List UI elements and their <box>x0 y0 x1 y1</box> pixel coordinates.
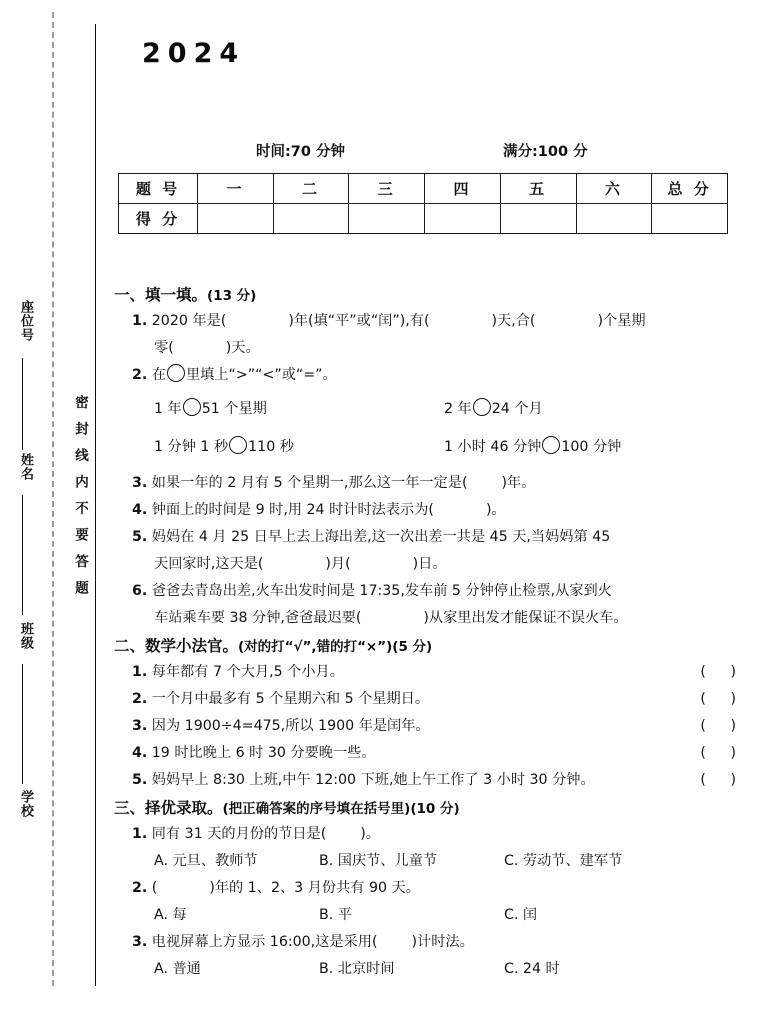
compare-item-4 <box>444 432 621 462</box>
question-1-2-stem-a: 在 <box>151 367 166 383</box>
compare-row-2 <box>114 432 760 462</box>
question-3-3-stem-a: 电视屏幕上方显示 16:00,这是采用( <box>151 934 378 950</box>
score-cell-1[interactable] <box>198 204 274 234</box>
score-cell-total[interactable] <box>652 204 728 234</box>
question-2-4-text: 19 时比晚上 6 时 30 分要晚一些。 <box>151 745 376 761</box>
score-col-6: 六 <box>576 174 652 204</box>
question-3-2 <box>114 875 760 901</box>
page-title-year: 2024 <box>142 38 246 69</box>
compare-2-left: 2 年 <box>444 401 472 417</box>
section-2-points: (对的打“√”,错的打“×”)(5 分) <box>238 639 433 655</box>
question-2-1-text: 每年都有 7 个大月,5 个小月。 <box>151 664 344 680</box>
question-1-1-part-b: )年(填“平”或“闰”),有( <box>288 313 430 329</box>
question-2-3-text: 因为 1900÷4=475,所以 1900 年是闰年。 <box>151 718 430 734</box>
compare-item-2 <box>444 394 543 424</box>
question-1-3-part-a: 如果一年的 2 月有 5 个星期一,那么这一年一定是( <box>151 475 468 491</box>
question-1-5 <box>114 524 760 550</box>
question-3-2-stem-b: )年的 1、2、3 月份共有 90 天。 <box>209 880 420 896</box>
seal-warning-text: 密封线内不要答题 <box>72 395 88 607</box>
question-1-2 <box>114 362 760 388</box>
score-col-4: 四 <box>425 174 501 204</box>
margin-field-class: 班级 <box>18 622 33 650</box>
question-3-3-stem-b: )计时法。 <box>411 934 474 950</box>
margin-rule-2 <box>22 495 23 615</box>
question-1-1-part-d: )个星期 <box>597 313 646 329</box>
question-2-4-number: 4. <box>132 745 148 761</box>
answer-paren[interactable]: ( ) <box>700 691 746 707</box>
answer-paren[interactable]: ( ) <box>700 745 746 761</box>
question-3-2-options <box>114 902 760 929</box>
exam-sheet <box>100 0 768 1024</box>
score-cell-6[interactable] <box>576 204 652 234</box>
question-1-6-part-a: 车站乘车要 38 分钟,爸爸最迟要( <box>154 610 362 626</box>
question-1-5-part-a: 天回家时,这天是( <box>154 556 264 572</box>
question-3-3-number: 3. <box>132 934 148 950</box>
score-table-row-label-score: 得 分 <box>119 204 198 234</box>
score-summary-table <box>118 173 728 234</box>
score-cell-5[interactable] <box>500 204 576 234</box>
solid-seal-line <box>95 24 96 986</box>
question-2-3 <box>114 713 760 739</box>
question-1-4-number: 4. <box>132 502 148 518</box>
score-cell-2[interactable] <box>273 204 349 234</box>
compare-1-left: 1 年 <box>154 401 182 417</box>
question-1-1-part-f: )天。 <box>225 340 260 356</box>
option-b[interactable]: B. 平 <box>319 907 352 923</box>
question-1-5-line2 <box>114 551 760 577</box>
question-1-3-part-b: )年。 <box>501 475 536 491</box>
question-2-2 <box>114 686 760 712</box>
section-1-title: 一、填一填。 <box>114 286 208 304</box>
option-b[interactable]: B. 北京时间 <box>319 961 395 977</box>
question-3-1 <box>114 821 760 847</box>
question-1-5-part-b: )月( <box>325 556 351 572</box>
question-1-5-line1: 妈妈在 4 月 25 日早上去上海出差,这一次出差一共是 45 天,当妈妈第 45 <box>151 529 611 545</box>
question-3-1-options <box>114 848 760 875</box>
table-row-question-numbers <box>119 174 728 204</box>
questions-content <box>114 283 760 983</box>
question-2-5-text: 妈妈早上 8:30 上班,中午 12:00 下班,她上午工作了 3 小时 30 分钟。 <box>151 772 595 788</box>
question-1-1-part-c: )天,合( <box>491 313 536 329</box>
margin-rule-3 <box>22 664 23 784</box>
section-3-points: (把正确答案的序号填在括号里)(10 分) <box>222 801 460 817</box>
answer-paren[interactable]: ( ) <box>700 718 746 734</box>
question-1-1-line2 <box>114 335 760 361</box>
option-c[interactable]: C. 24 时 <box>504 961 560 977</box>
question-2-2-text: 一个月中最多有 5 个星期六和 5 个星期日。 <box>151 691 430 707</box>
question-1-1 <box>114 308 760 334</box>
question-2-2-number: 2. <box>132 691 148 707</box>
exam-full-marks: 满分:100 分 <box>503 144 588 160</box>
question-1-6-part-b: )从家里出发才能保证不误火车。 <box>423 610 628 626</box>
question-1-4 <box>114 497 760 523</box>
question-2-5 <box>114 767 760 793</box>
margin-rule-1 <box>22 358 23 450</box>
question-2-3-number: 3. <box>132 718 148 734</box>
question-1-5-part-c: )日。 <box>412 556 447 572</box>
section-heading-2 <box>114 634 760 656</box>
exam-time-limit: 时间:70 分钟 <box>256 144 346 160</box>
score-col-2: 二 <box>273 174 349 204</box>
score-col-1: 一 <box>198 174 274 204</box>
score-col-5: 五 <box>500 174 576 204</box>
question-3-3 <box>114 929 760 955</box>
margin-field-name: 姓名 <box>18 453 33 481</box>
option-a[interactable]: A. 每 <box>154 907 187 923</box>
question-1-1-part-a: 2020 年是( <box>151 313 227 329</box>
option-a[interactable]: A. 元旦、教师节 <box>154 853 258 869</box>
score-cell-3[interactable] <box>349 204 425 234</box>
score-col-total: 总 分 <box>652 174 728 204</box>
circle-blank-icon[interactable] <box>167 364 185 382</box>
section-3-title: 三、择优录取。 <box>114 799 223 817</box>
question-3-2-stem-a: ( <box>151 880 158 896</box>
compare-item-3 <box>154 432 294 462</box>
score-col-3: 三 <box>349 174 425 204</box>
compare-item-1 <box>154 394 267 424</box>
table-row-scores <box>119 204 728 234</box>
score-table-row-label-number: 题 号 <box>119 174 198 204</box>
question-3-2-number: 2. <box>132 880 148 896</box>
compare-row-1 <box>114 394 760 424</box>
section-2-title: 二、数学小法官。 <box>114 637 239 655</box>
compare-2-right: 24 个月 <box>491 401 543 417</box>
question-1-6 <box>114 578 760 604</box>
margin-field-seat-number: 座位号 <box>18 300 33 342</box>
option-c[interactable]: C. 劳动节、建军节 <box>504 853 623 869</box>
question-1-3-number: 3. <box>132 475 148 491</box>
compare-1-right: 51 个星期 <box>201 401 267 417</box>
option-c[interactable]: C. 闰 <box>504 907 538 923</box>
question-1-4-part-b: )。 <box>485 502 506 518</box>
binding-margin-rail <box>0 0 100 1024</box>
score-cell-4[interactable] <box>425 204 501 234</box>
question-3-1-number: 1. <box>132 826 148 842</box>
circle-blank-icon[interactable] <box>229 436 247 454</box>
question-1-3 <box>114 470 760 496</box>
question-2-5-number: 5. <box>132 772 148 788</box>
question-1-6-line2 <box>114 605 760 631</box>
compare-4-left: 1 小时 46 分钟 <box>444 439 542 455</box>
question-2-1-number: 1. <box>132 664 148 680</box>
question-1-6-line1: 爸爸去青岛出差,火车出发时间是 17:35,发车前 5 分钟停止检票,从家到火 <box>151 583 612 599</box>
section-heading-3 <box>114 796 760 818</box>
question-1-1-part-e: 零( <box>154 340 174 356</box>
question-3-1-stem-b: )。 <box>360 826 380 842</box>
compare-4-right: 100 分钟 <box>561 439 622 455</box>
dashed-seal-line <box>52 12 54 986</box>
question-1-6-number: 6. <box>132 583 148 599</box>
question-1-4-part-a: 钟面上的时间是 9 时,用 24 时计时法表示为( <box>151 502 434 518</box>
question-3-1-stem-a: 同有 31 天的月份的节日是( <box>151 826 327 842</box>
question-1-2-stem-b: 里填上“>”“<”或“=”。 <box>185 367 337 383</box>
compare-3-left: 1 分钟 1 秒 <box>154 439 229 455</box>
circle-blank-icon[interactable] <box>542 436 560 454</box>
answer-paren[interactable]: ( ) <box>700 772 746 788</box>
answer-paren[interactable]: ( ) <box>700 664 746 680</box>
question-2-1 <box>114 659 760 685</box>
option-a[interactable]: A. 普通 <box>154 961 201 977</box>
question-2-4 <box>114 740 760 766</box>
question-1-2-number: 2. <box>132 367 148 383</box>
compare-3-right: 110 秒 <box>248 439 294 455</box>
question-3-3-options <box>114 956 760 983</box>
option-b[interactable]: B. 国庆节、儿童节 <box>319 853 438 869</box>
section-1-points: (13 分) <box>207 288 257 304</box>
section-heading-1 <box>114 283 760 305</box>
margin-field-school: 学校 <box>18 790 33 818</box>
circle-blank-icon[interactable] <box>473 398 491 416</box>
question-1-1-number: 1. <box>132 313 148 329</box>
question-1-5-number: 5. <box>132 529 148 545</box>
circle-blank-icon[interactable] <box>183 398 201 416</box>
